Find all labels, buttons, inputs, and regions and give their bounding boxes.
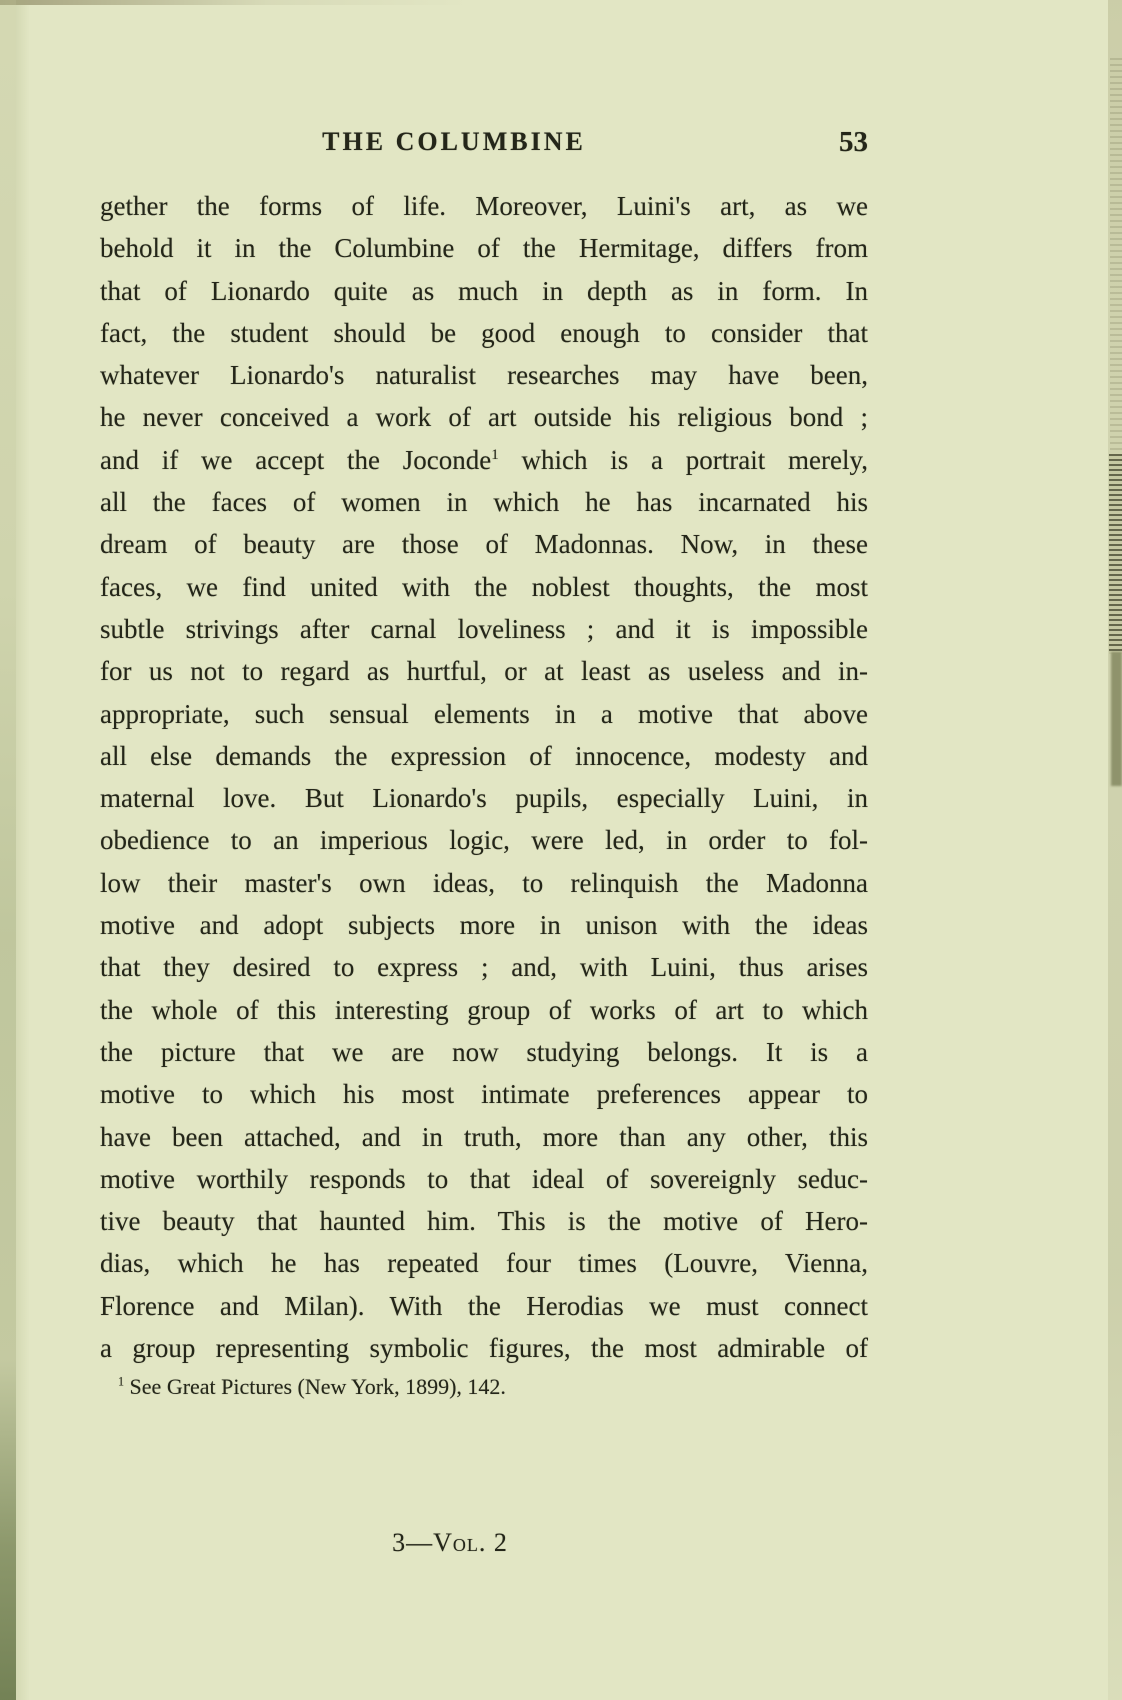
page-edges-texture-dark xyxy=(1109,454,1122,654)
text-segment: faces, we find united with the noblest thoughts, the most xyxy=(100,571,868,602)
running-title: THE COLUMBINE xyxy=(322,127,586,156)
text-segment: which is a portrait merely, xyxy=(498,444,868,475)
italic-text: Hero- xyxy=(805,1206,868,1237)
text-line xyxy=(100,1242,868,1284)
text-segment: motive worthily responds to that ideal of sovereignly seduc- xyxy=(100,1163,868,1194)
text-line xyxy=(100,185,868,227)
text-segment: behold it in the xyxy=(100,233,335,264)
page-left-edge xyxy=(0,0,16,1700)
text-segment: he never conceived a work of art outside his religious bond ; xyxy=(100,402,868,433)
text-segment: we must connect xyxy=(623,1290,868,1321)
text-line xyxy=(100,354,868,396)
italic-text: Great Pictures xyxy=(166,1374,293,1399)
text-segment: for us not to regard as hurtful, or at least as useless and in- xyxy=(100,656,868,687)
text-line xyxy=(100,819,868,861)
text-line xyxy=(100,608,868,650)
text-line xyxy=(100,904,868,946)
page-header xyxy=(100,124,868,160)
text-line xyxy=(100,227,868,269)
text-line xyxy=(100,693,868,735)
text-segment: obedience to an imperious logic, were led, in order to fol- xyxy=(100,825,868,856)
top-edge-shadow xyxy=(0,0,673,5)
text-segment: subtle strivings after carnal loveliness ; and it is impossible xyxy=(100,613,868,644)
italic-text: Joconde xyxy=(402,444,492,475)
text-segment: tive beauty that haunted him. This is the motive of xyxy=(100,1206,806,1237)
text-line xyxy=(100,989,868,1031)
text-segment: fact, the student should be good enough to consider that xyxy=(100,317,868,348)
text-segment: that they desired to express ; and, with Luini, thus arises xyxy=(100,952,868,983)
text-line xyxy=(100,270,868,312)
text-line xyxy=(100,1031,868,1073)
text-segment: have been attached, and in truth, more than any other, this xyxy=(100,1121,868,1152)
text-line xyxy=(100,1285,868,1327)
text-segment: (New York, 1899), 142. xyxy=(292,1374,506,1399)
text-segment: and if we accept the xyxy=(100,444,403,475)
text-segment: of the Hermitage, differs from xyxy=(454,233,868,264)
italic-text: dias xyxy=(100,1248,144,1279)
italic-text: Herodias xyxy=(526,1290,624,1321)
text-segment: motive and adopt subjects more in unison with the ideas xyxy=(100,910,868,941)
text-line xyxy=(100,312,868,354)
text-segment: Florence and Milan). With the xyxy=(100,1290,527,1321)
text-segment: the picture that we are now studying belongs. It is a xyxy=(100,1036,868,1067)
text-line xyxy=(100,862,868,904)
text-segment: all else demands the expression of innocence, modesty and xyxy=(100,740,868,771)
text-line xyxy=(100,566,868,608)
text-line xyxy=(100,1073,868,1115)
text-line xyxy=(100,777,868,819)
text-segment: dream of beauty are those of Madonnas. Now, in these xyxy=(100,529,868,560)
text-segment: low their master's own ideas, to relinquish the Madonna xyxy=(100,867,868,898)
text-line xyxy=(100,1116,868,1158)
text-segment: gether the forms of life. Moreover, Luini's art, as we xyxy=(100,191,868,221)
text-line xyxy=(100,481,868,523)
footnote-reference: 1 xyxy=(491,446,499,463)
text-segment: a group representing symbolic figures, the most admirable of xyxy=(100,1333,868,1364)
text-segment: that of Lionardo quite as much in depth as in form. In xyxy=(100,275,868,306)
page-edge-shadow xyxy=(1111,652,1122,786)
text-segment: motive to which his most intimate preferences appear to xyxy=(100,1079,868,1110)
text-segment: , which he has repeated four times (Louvre, Vienna, xyxy=(143,1248,868,1279)
text-line xyxy=(100,439,868,481)
body-text xyxy=(100,185,868,1369)
footnote-reference: 1 xyxy=(118,1374,125,1389)
text-line xyxy=(100,1327,868,1369)
text-line xyxy=(100,523,868,565)
text-segment: the whole of this interesting group of works of art to which xyxy=(100,994,868,1025)
text-line xyxy=(100,650,868,692)
text-segment: See xyxy=(124,1374,167,1399)
text-segment: all the faces of women in which he has incarnated his xyxy=(100,487,868,518)
text-segment: appropriate, such sensual elements in a motive that above xyxy=(100,698,868,729)
italic-text: Columbine xyxy=(334,233,455,264)
page-number: 53 xyxy=(839,126,868,158)
text-segment: maternal love. But Lionardo's pupils, especially Luini, in xyxy=(100,783,868,814)
page-edges-texture-light xyxy=(1110,58,1122,454)
text-line xyxy=(100,1158,868,1200)
text-line xyxy=(100,735,868,777)
signature-mark: 3—Vol. 2 xyxy=(392,1528,508,1557)
text-line xyxy=(100,946,868,988)
text-line xyxy=(100,396,868,438)
footnote xyxy=(118,1372,818,1402)
text-line xyxy=(100,1200,868,1242)
text-segment: whatever Lionardo's naturalist researches may have been, xyxy=(100,360,868,391)
